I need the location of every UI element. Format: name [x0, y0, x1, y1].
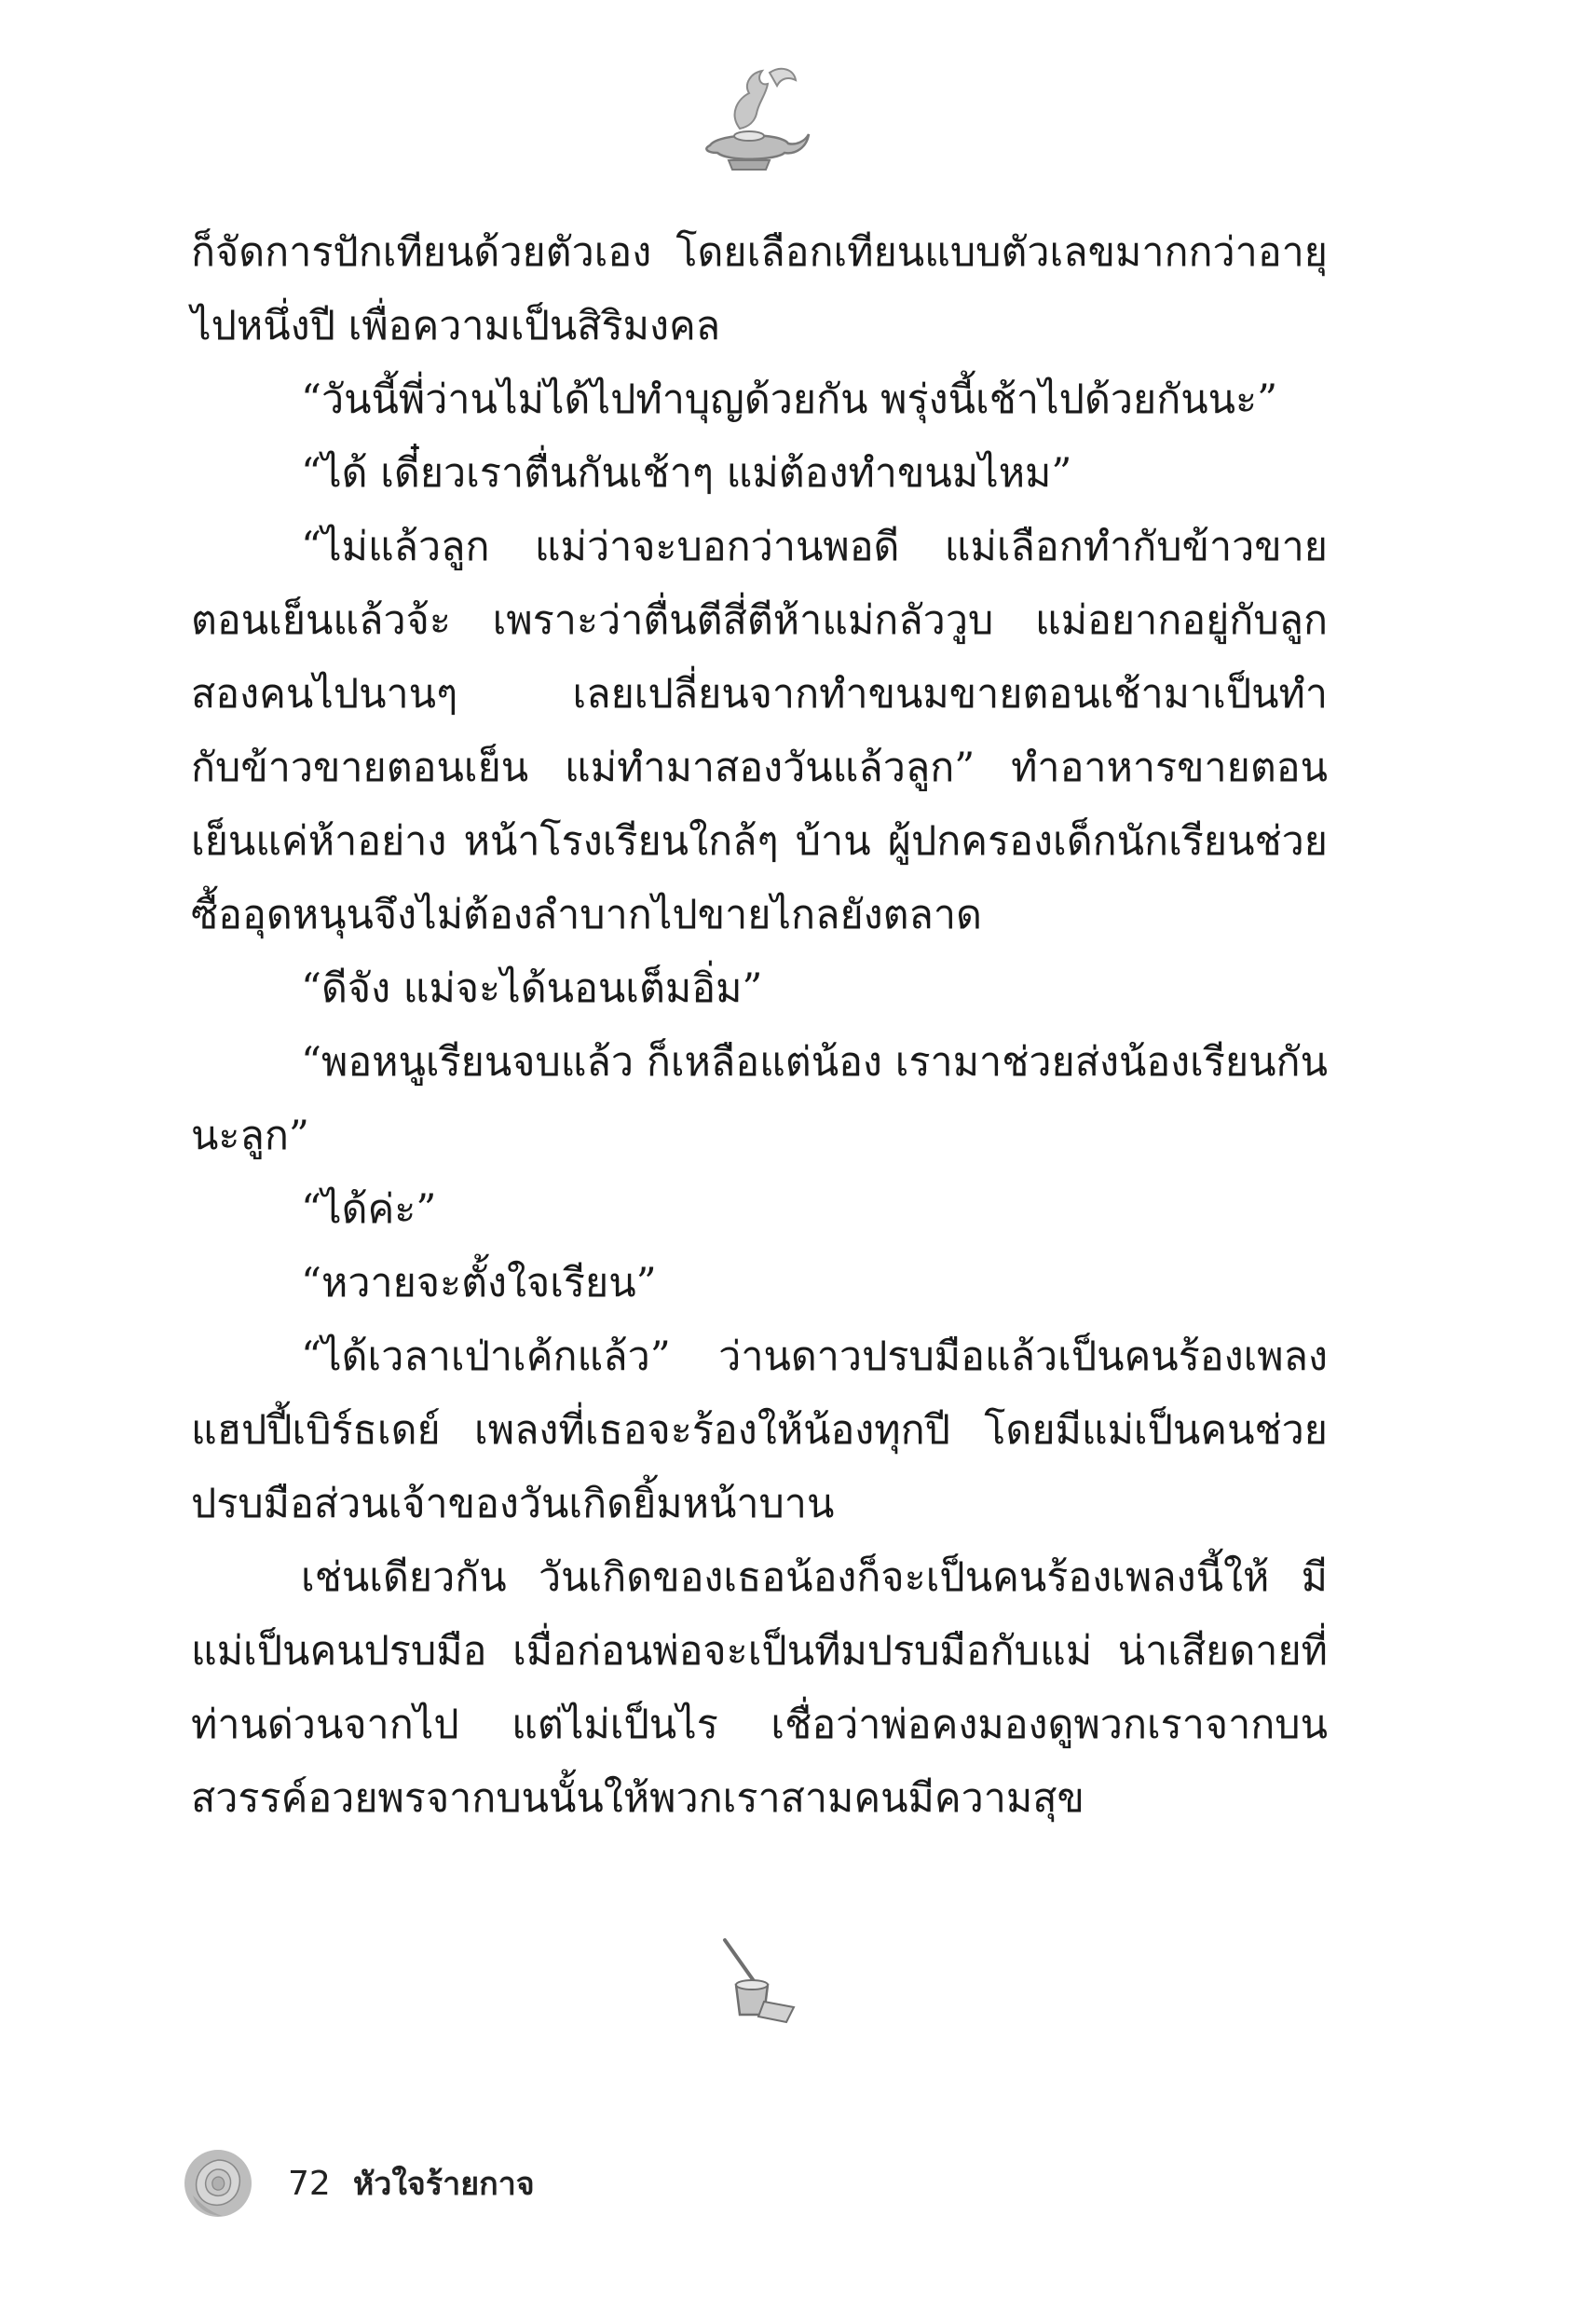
genie-lamp-icon: [691, 56, 812, 177]
broom-bucket-icon: [716, 1936, 799, 2030]
paragraph: “ไม่แล้วลูก แม่ว่าจะบอกว่านพอดี แม่เลือกทำกับข้าวขายตอนเย็นแล้วจ้ะ เพราะว่าตื่นตีสี่ตีห้าแม่กลัววูบ แม่อยากอยู่กับลูกสองคนไปนานๆ เลยเปลี่ยนจากทำขนมขายตอนเช้ามาเป็นทำกับข้าวขายตอนเย็น แม่ทำมาสองวันแล้วลูก” ทำอาหารขายตอนเย็นแค่ห้าอย่าง หน้าโรงเรียนใกล้ๆ บ้าน ผู้ปกครองเด็กนักเรียนช่วยซื้ออุดหนุนจึงไม่ต้องลำบากไปขายไกลยังตลาด: [191, 524, 1328, 938]
paragraph: “วันนี้พี่ว่านไม่ได้ไปทำบุญด้วยกัน พรุ่งนี้เช้าไปด้วยกันนะ”: [301, 376, 1278, 423]
book-title: หัวใจร้ายกาจ: [352, 2166, 535, 2203]
paragraph: ก็จัดการปักเทียนด้วยตัวเอง โดยเลือกเทียนแบบตัวเลขมากกว่าอายุไปหนึ่งปี เพื่อความเป็นสิริมงคล: [191, 229, 1328, 349]
paragraph: “ได้เวลาเป่าเค้กแล้ว” ว่านดาวปรบมือแล้วเป็นคนร้องเพลงแฮปปี้เบิร์ธเดย์ เพลงที่เธอจะร้องให้น้องทุกปี โดยมีแม่เป็นคนช่วยปรบมือส่วนเจ้าของวันเกิดยิ้มหน้าบาน: [191, 1333, 1328, 1527]
paragraph: “ดีจัง แม่จะได้นอนเต็มอิ่ม”: [301, 965, 763, 1012]
paragraph: “หวายจะตั้งใจเรียน”: [301, 1260, 657, 1306]
body-text: [191, 216, 1328, 1836]
paragraph: “พอหนูเรียนจบแล้ว ก็เหลือแต่น้อง เรามาช่วยส่งน้องเรียนกันนะลูก”: [191, 1039, 1328, 1159]
paragraph: “ได้ เดี๋ยวเราตื่นกันเช้าๆ แม่ต้องทำขนมไหม”: [301, 450, 1072, 497]
page-number: 72: [288, 2164, 331, 2203]
rose-icon: [182, 2147, 254, 2220]
paragraph: เช่นเดียวกัน วันเกิดของเธอน้องก็จะเป็นคนร้องเพลงนี้ให้ มีแม่เป็นคนปรบมือ เมื่อก่อนพ่อจะเป็นทีมปรบมือกับแม่ น่าเสียดายที่ท่านด่วนจากไป แต่ไม่เป็นไร เชื่อว่าพ่อคงมองดูพวกเราจากบนสวรรค์อวยพรจากบนนั้นให้พวกเราสามคนมีความสุข: [191, 1554, 1328, 1822]
paragraph: “ได้ค่ะ”: [301, 1186, 437, 1233]
page-footer: [182, 2141, 535, 2225]
